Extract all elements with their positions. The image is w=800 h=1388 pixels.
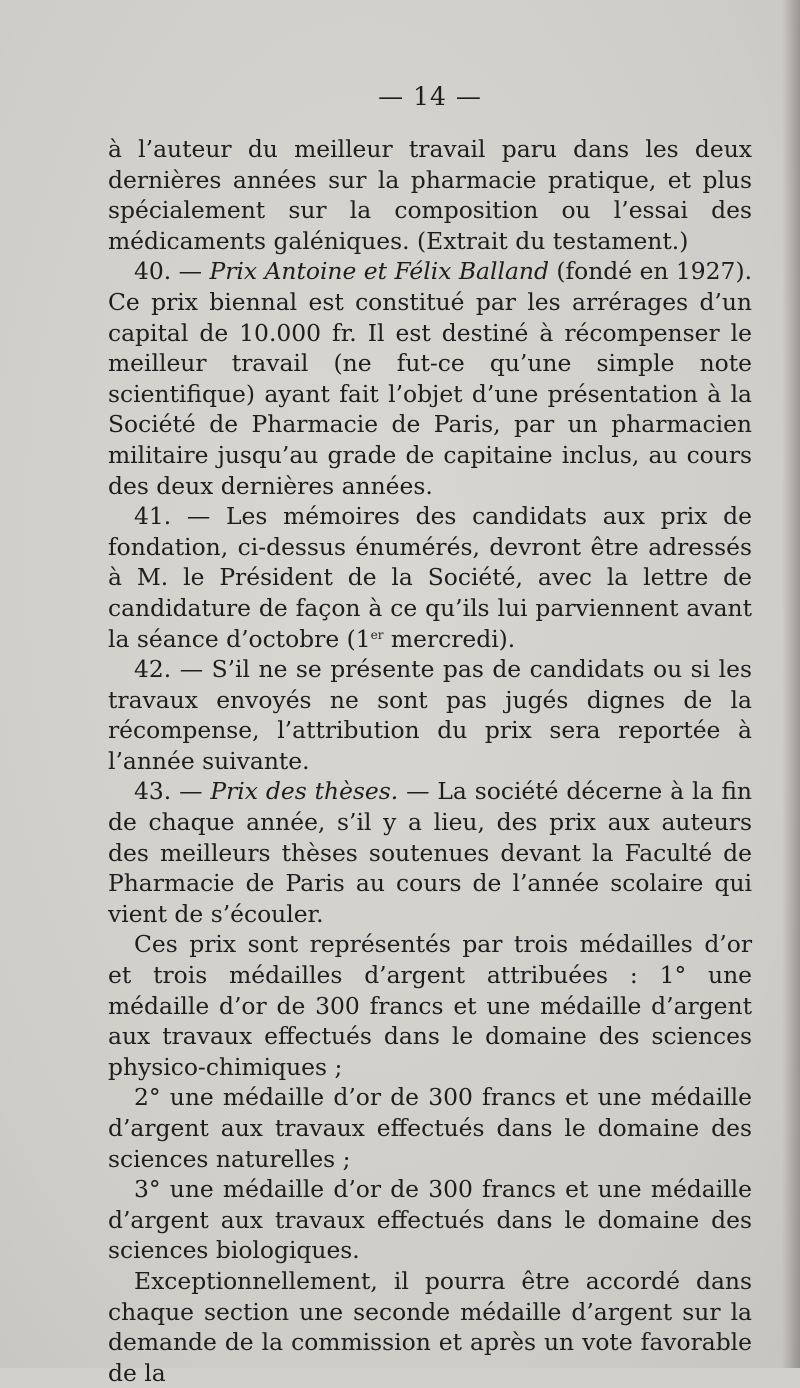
paragraph-prize-2: 2° une médaille d’or de 300 francs et une médaille d’argent aux travaux effectués dans le domaine des sciences naturelles ; xyxy=(108,1083,752,1173)
paragraph-article-42: 42. — S’il ne se présente pas de candidats ou si les travaux envoyés ne sont pas jugés dignes de la récompense, l’attribution du prix sera reportée à l’année suivante. xyxy=(108,655,752,775)
article-text-end: mercredi). xyxy=(383,624,516,653)
paragraph-prize-3: 3° une médaille d’or de 300 francs et une médaille d’argent aux travaux effectués dans le domaine des sciences biologiques. xyxy=(108,1175,752,1265)
prize-title: Prix Antoine et Félix Balland xyxy=(209,257,549,286)
paragraph-article-41 xyxy=(108,501,752,654)
paragraph-prizes: Ces prix sont représentés par trois médailles d’or et trois médailles d’argent attribuées : 1° une médaille d’or de 300 francs et une médaille d’argent aux travaux effectués dans le domaine des sciences physico-chimiques ; xyxy=(108,930,752,1081)
paragraph-exception: Exceptionnellement, il pourra être accordé dans chaque section une seconde médaille d’argent sur la demande de la commission et après un vote favorable de la xyxy=(108,1266,752,1387)
article-text: (fondé en 1927). Ce prix biennal est constitué par les arrérages d’un capital de 10.000 fr. Il est destiné à récompenser le meilleur travail (ne fut-ce qu’une simple note scientifique) ayant fait l’objet d’une présentation à la Société de Pharmacie de Paris, par un pharmacien militaire jusqu’au grade de capitaine inclus, au cours des deux dernières années. xyxy=(108,257,752,500)
superscript: er xyxy=(370,627,384,642)
article-text: 41. — Les mémoires des candidats aux prix de fondation, ci-dessus énumérés, devront être adressés à M. le Président de la Société, avec la lettre de candidature de façon à ce qu’ils lui parviennent avant la séance d’octobre (1 xyxy=(108,502,752,653)
page-edge-shadow xyxy=(782,0,800,1368)
article-number: 40. — xyxy=(134,257,210,286)
page-number: — 14 — xyxy=(378,82,482,111)
prize-title: Prix des thèses. xyxy=(210,777,399,806)
article-text: — La société décerne à la fin de chaque année, s’il y a lieu, des prix aux auteurs des meilleurs thèses soutenues devant la Faculté de Pharmacie de Paris au cours de l’année scolaire qui vient de s’écouler. xyxy=(108,777,752,928)
body-text xyxy=(108,134,752,1388)
paragraph-1: à l’auteur du meilleur travail paru dans les deux dernières années sur la pharmacie pratique, et plus spécialement sur la composition ou l’essai des médicaments galéniques. (Extrait du testament.) xyxy=(108,135,752,255)
paragraph-article-40 xyxy=(108,256,752,501)
article-number: 43. — xyxy=(134,777,211,806)
paragraph-article-43 xyxy=(108,776,752,929)
